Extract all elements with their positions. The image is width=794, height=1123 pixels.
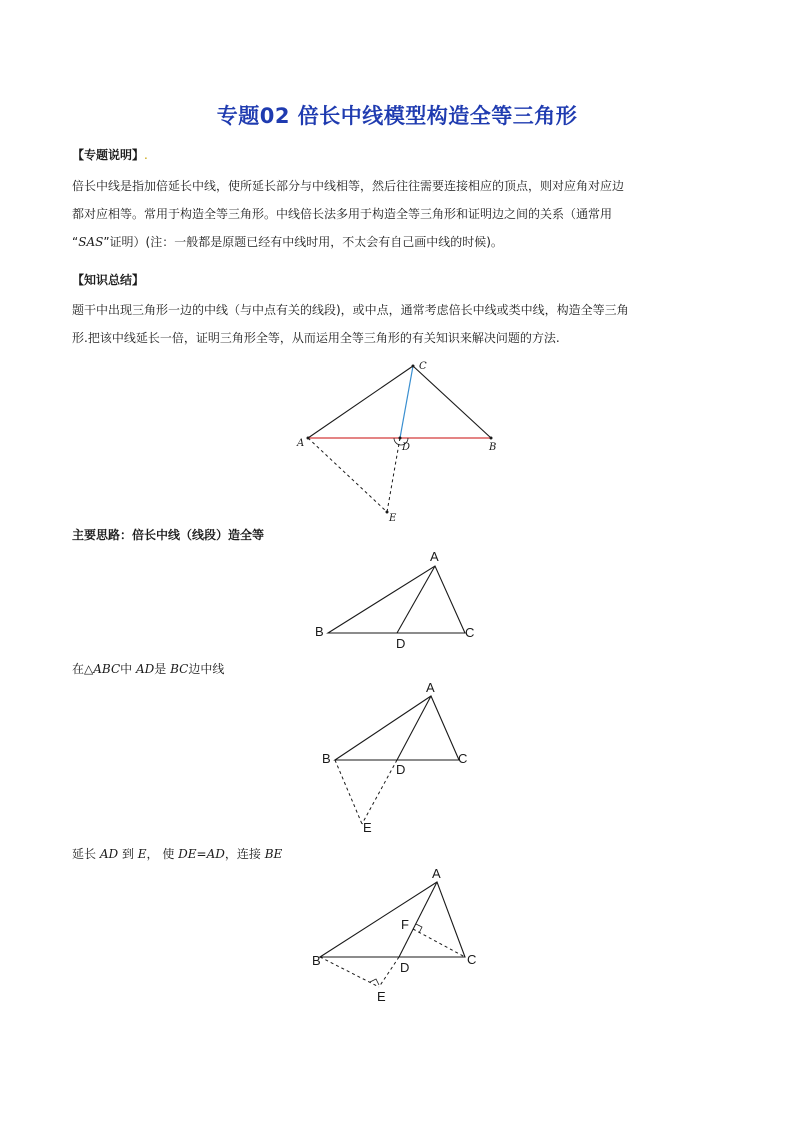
- step1-text-is: 是: [154, 662, 171, 676]
- fig2-label-c: C: [465, 625, 475, 640]
- fig3-label-e: E: [363, 820, 372, 835]
- step2-segment-be: BE: [264, 847, 283, 861]
- intro-quote-open: “: [72, 235, 79, 249]
- step2-text-mid: ， 使: [146, 847, 179, 861]
- fig1-label-d: D: [402, 442, 411, 453]
- sas-term: SAS: [78, 235, 104, 249]
- fig1-label-b: B: [489, 442, 497, 453]
- summary-line-1: 题干中出现三角形一边的中线（与中点有关的线段)，或中点，通常考虑倍长中线或类中线，构造全等三角: [72, 303, 629, 317]
- step2-text-conn: ，连接: [224, 847, 265, 861]
- fig4-label-c: C: [467, 952, 477, 967]
- fig4-label-a: A: [432, 866, 441, 881]
- fig1-label-c: C: [419, 361, 427, 372]
- fig4-label-e: E: [377, 989, 386, 1004]
- fig3-label-b: B: [322, 751, 331, 766]
- fig4-label-d: D: [400, 960, 410, 975]
- fig4-extension-de: [379, 957, 399, 987]
- step1-text-post: 边中线: [188, 662, 225, 676]
- step1-segment-ad: AD: [135, 662, 155, 676]
- fig1-label-a: A: [297, 438, 305, 449]
- fig4-triangle-abc: [320, 882, 465, 957]
- intro-line-2: 都对应相等。常用于构造全等三角形。中线倍长法多用于构造全等三角形和证明边之间的关系（通常用: [72, 207, 613, 221]
- step1-triangle-abc: ABC: [93, 662, 121, 676]
- fig1-label-e: E: [389, 513, 397, 524]
- fig2-label-b: B: [315, 624, 324, 639]
- step2-segment-ad: AD: [99, 847, 119, 861]
- step1-text-mid: 中: [120, 662, 136, 676]
- step1-text-pre: 在△: [72, 662, 94, 676]
- main-idea-caption: 主要思路：倍长中线（线段）造全等: [72, 528, 265, 542]
- fig4-perpendicular-cf: [413, 929, 465, 957]
- intro-line-1: 倍长中线是指加倍延长中线，使所延长部分与中线相等，然后往往需要连接相应的顶点，则对应角对应边: [72, 179, 625, 193]
- step2-equation: DE=AD: [178, 847, 225, 861]
- step2-text-to: 到: [118, 847, 138, 861]
- fig4-right-angle-f: [416, 924, 422, 933]
- step1-segment-bc: BC: [170, 662, 189, 676]
- intro-heading-text: 【专题说明】: [72, 148, 145, 162]
- fig4-right-angle-e: [370, 979, 379, 985]
- step2-point-e: E: [137, 847, 147, 861]
- fig4-label-f: F: [401, 917, 409, 932]
- fig3-label-a: A: [426, 680, 435, 695]
- fig4-perpendicular-be: [320, 957, 379, 987]
- summary-line-2: 形.把该中线延长一倍，证明三角形全等，从而运用全等三角形的有关知识来解决问题的方法.: [72, 331, 560, 345]
- fig3-label-d: D: [396, 762, 406, 777]
- page-title: 专题02 倍长中线模型构造全等三角形: [216, 104, 578, 128]
- intro-heading-dot: .: [144, 148, 148, 162]
- step2-text-pre: 延长: [72, 847, 100, 861]
- intro-line-3-rest: ”证明）(注：一般都是原题已经有中线时用，不太会有自己画中线的时候)。: [103, 235, 503, 249]
- fig3-label-c: C: [458, 751, 468, 766]
- fig2-label-d: D: [396, 636, 406, 651]
- fig2-label-a: A: [430, 549, 439, 564]
- fig4-label-b: B: [312, 953, 321, 968]
- summary-heading: 【知识总结】: [72, 273, 145, 287]
